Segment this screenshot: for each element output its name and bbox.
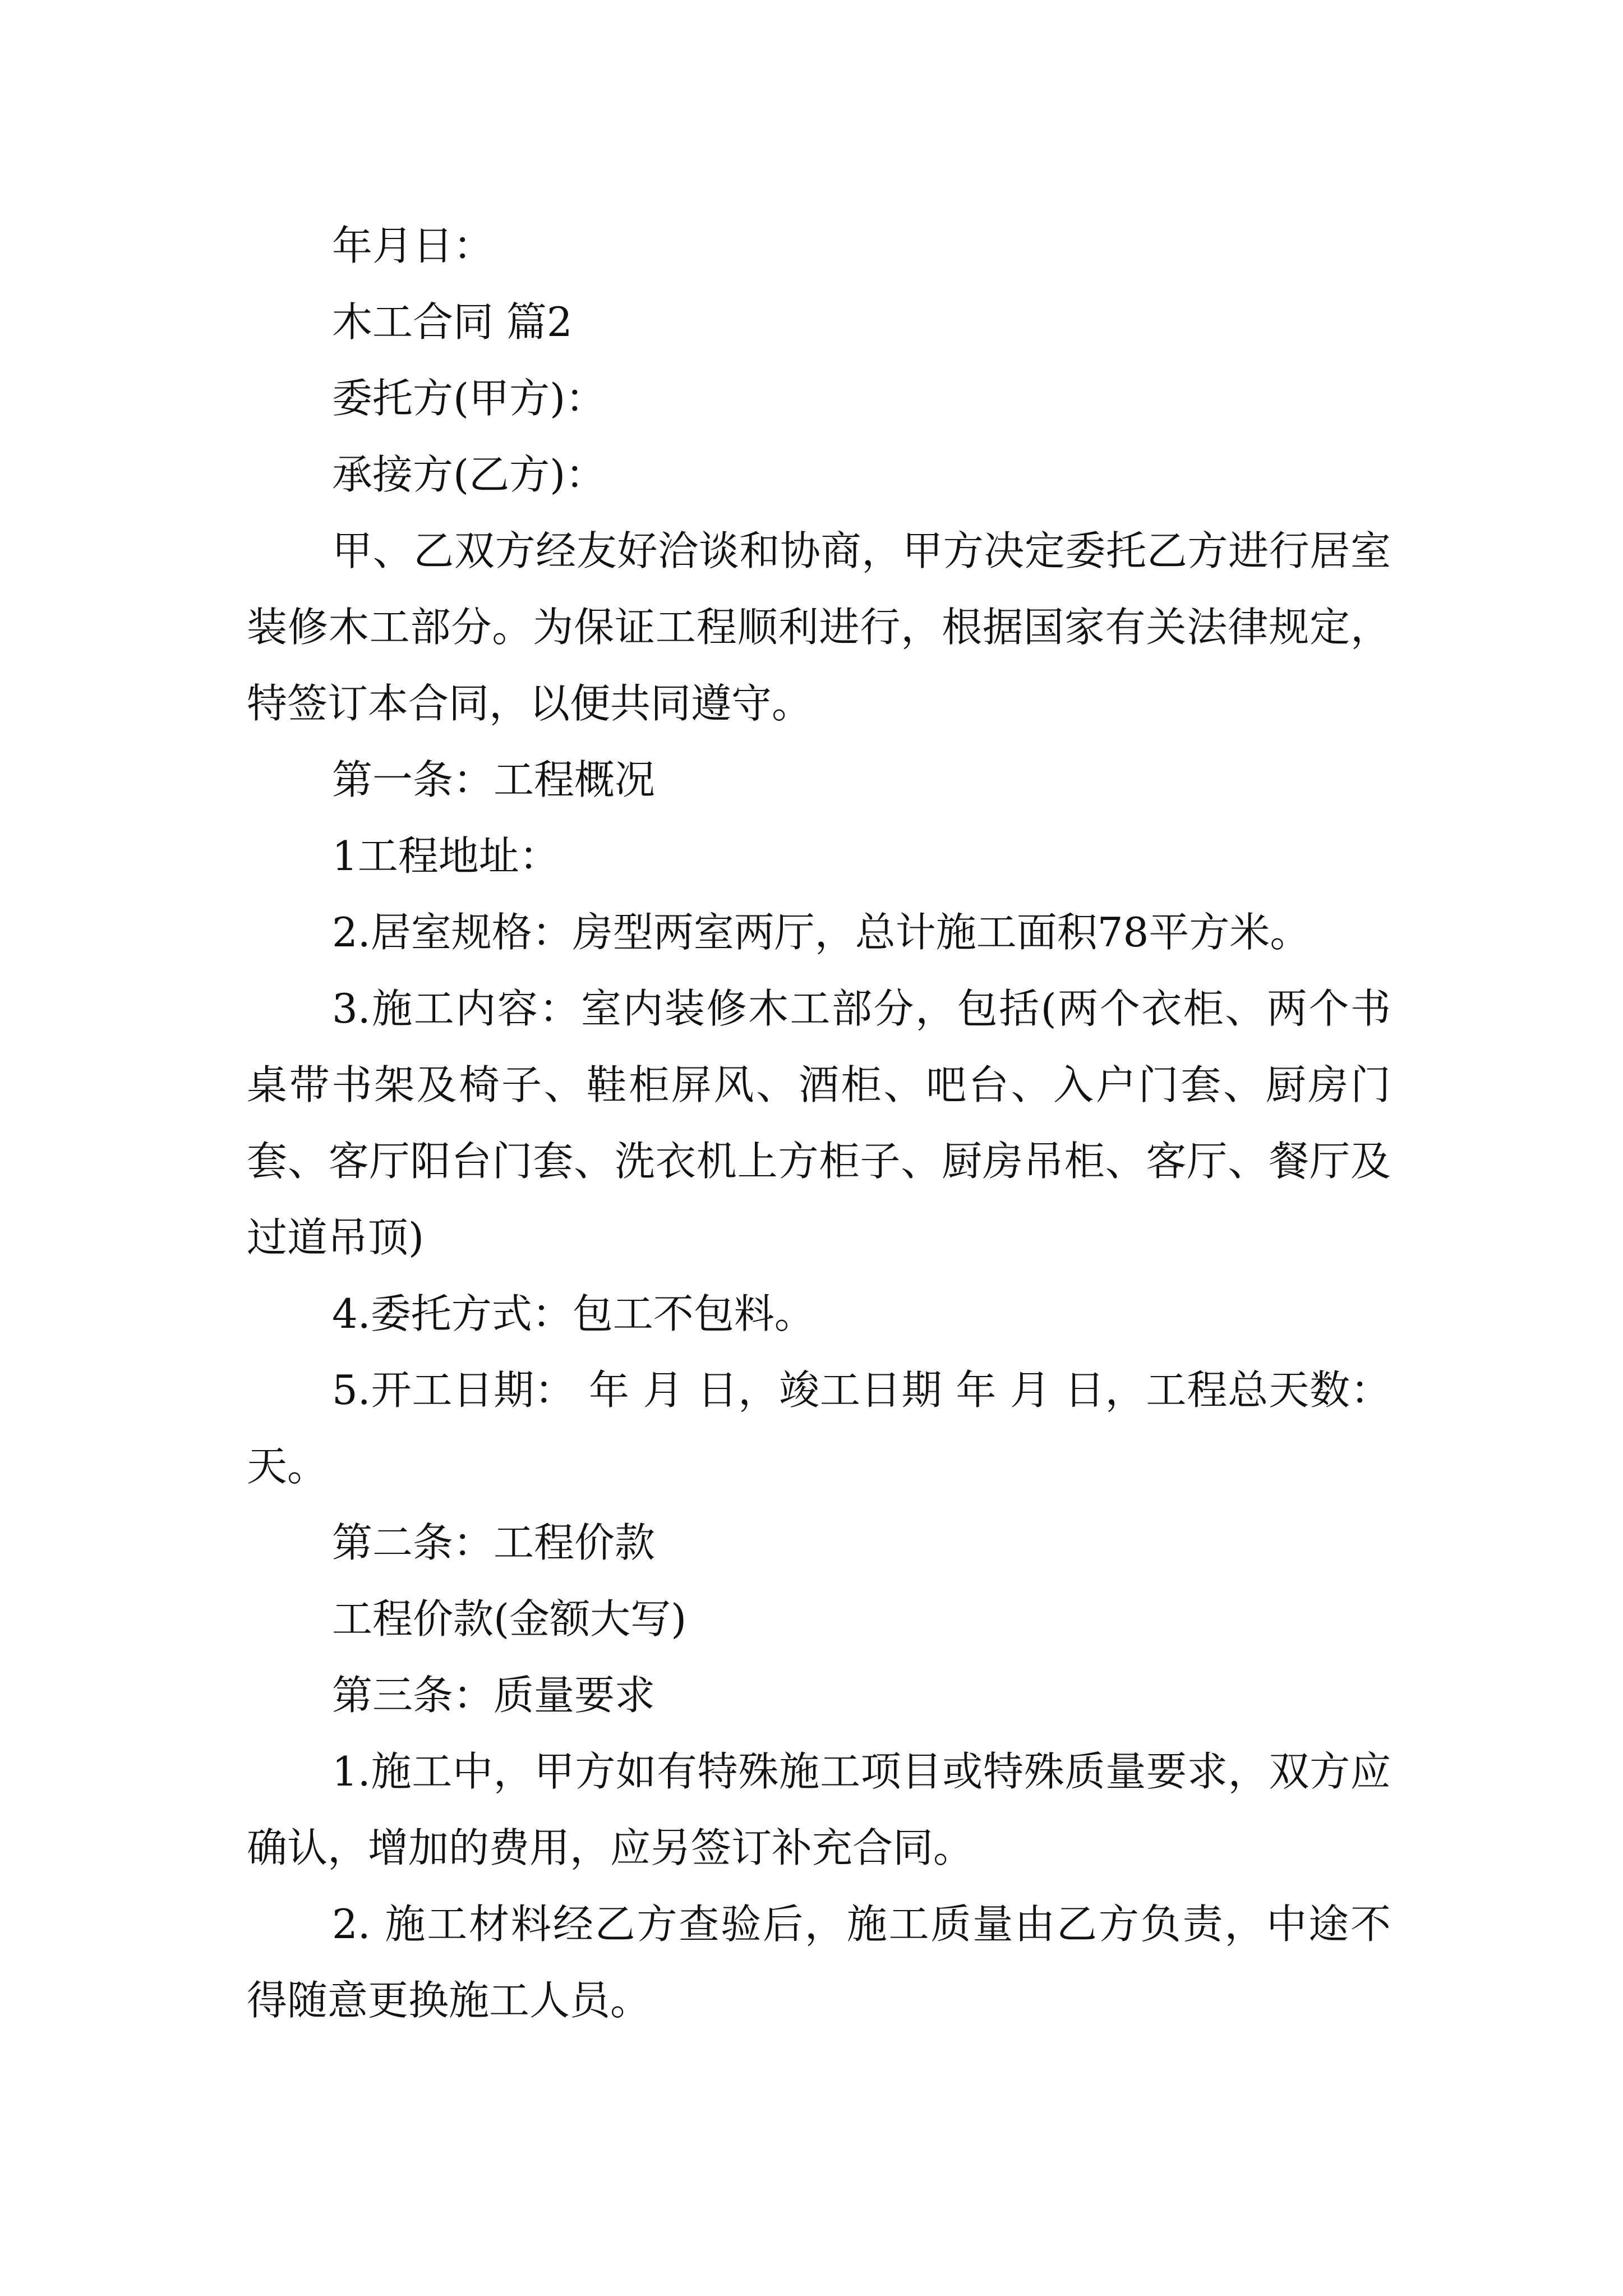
article-1-heading: 第一条：工程概况 [332,756,656,803]
price-line: 工程价款(金额大写) [332,1595,687,1642]
document-body [247,208,1404,2039]
preamble-paragraph: 甲、乙双方经友好洽谈和协商，甲方决定委托乙方进行居室装修木工部分。为保证工程顺利进行，根据国家有关法律规定，特签订本合同，以便共同遵守。 [247,527,1391,727]
quality-item-1: 1.施工中，甲方如有特殊施工项目或特殊质量要求，双方应确认，增加的费用，应另签订补充合同。 [247,1748,1391,1871]
party-b-line: 承接方(乙方)： [332,451,606,498]
room-spec-item: 2.居室规格：房型两室两厅，总计施工面积78平方米。 [332,909,1311,956]
commission-method-item: 4.委托方式：包工不包料。 [332,1290,815,1337]
date-line: 年月日： [332,222,494,269]
article-2-heading: 第二条：工程价款 [332,1519,656,1566]
project-address-item: 1工程地址： [332,832,560,880]
party-a-line: 委托方(甲方)： [332,375,606,422]
quality-item-2: 2. 施工材料经乙方查验后，施工质量由乙方负责，中途不得随意更换施工人员。 [247,1901,1391,2024]
article-3-heading: 第三条：质量要求 [332,1672,656,1719]
work-content-item: 3.施工内容：室内装修木工部分，包括(两个衣柜、两个书桌带书架及椅子、鞋柜屏风、酒柜、吧台、入户门套、厨房门套、客厅阳台门套、洗衣机上方柜子、厨房吊柜、客厅、餐厅及过道吊顶) [247,985,1391,1261]
contract-title: 木工合同 篇2 [332,298,573,346]
schedule-item: 5.开工日期： 年 月 日，竣工日期 年 月 日，工程总天数： 天。 [247,1366,1404,1490]
